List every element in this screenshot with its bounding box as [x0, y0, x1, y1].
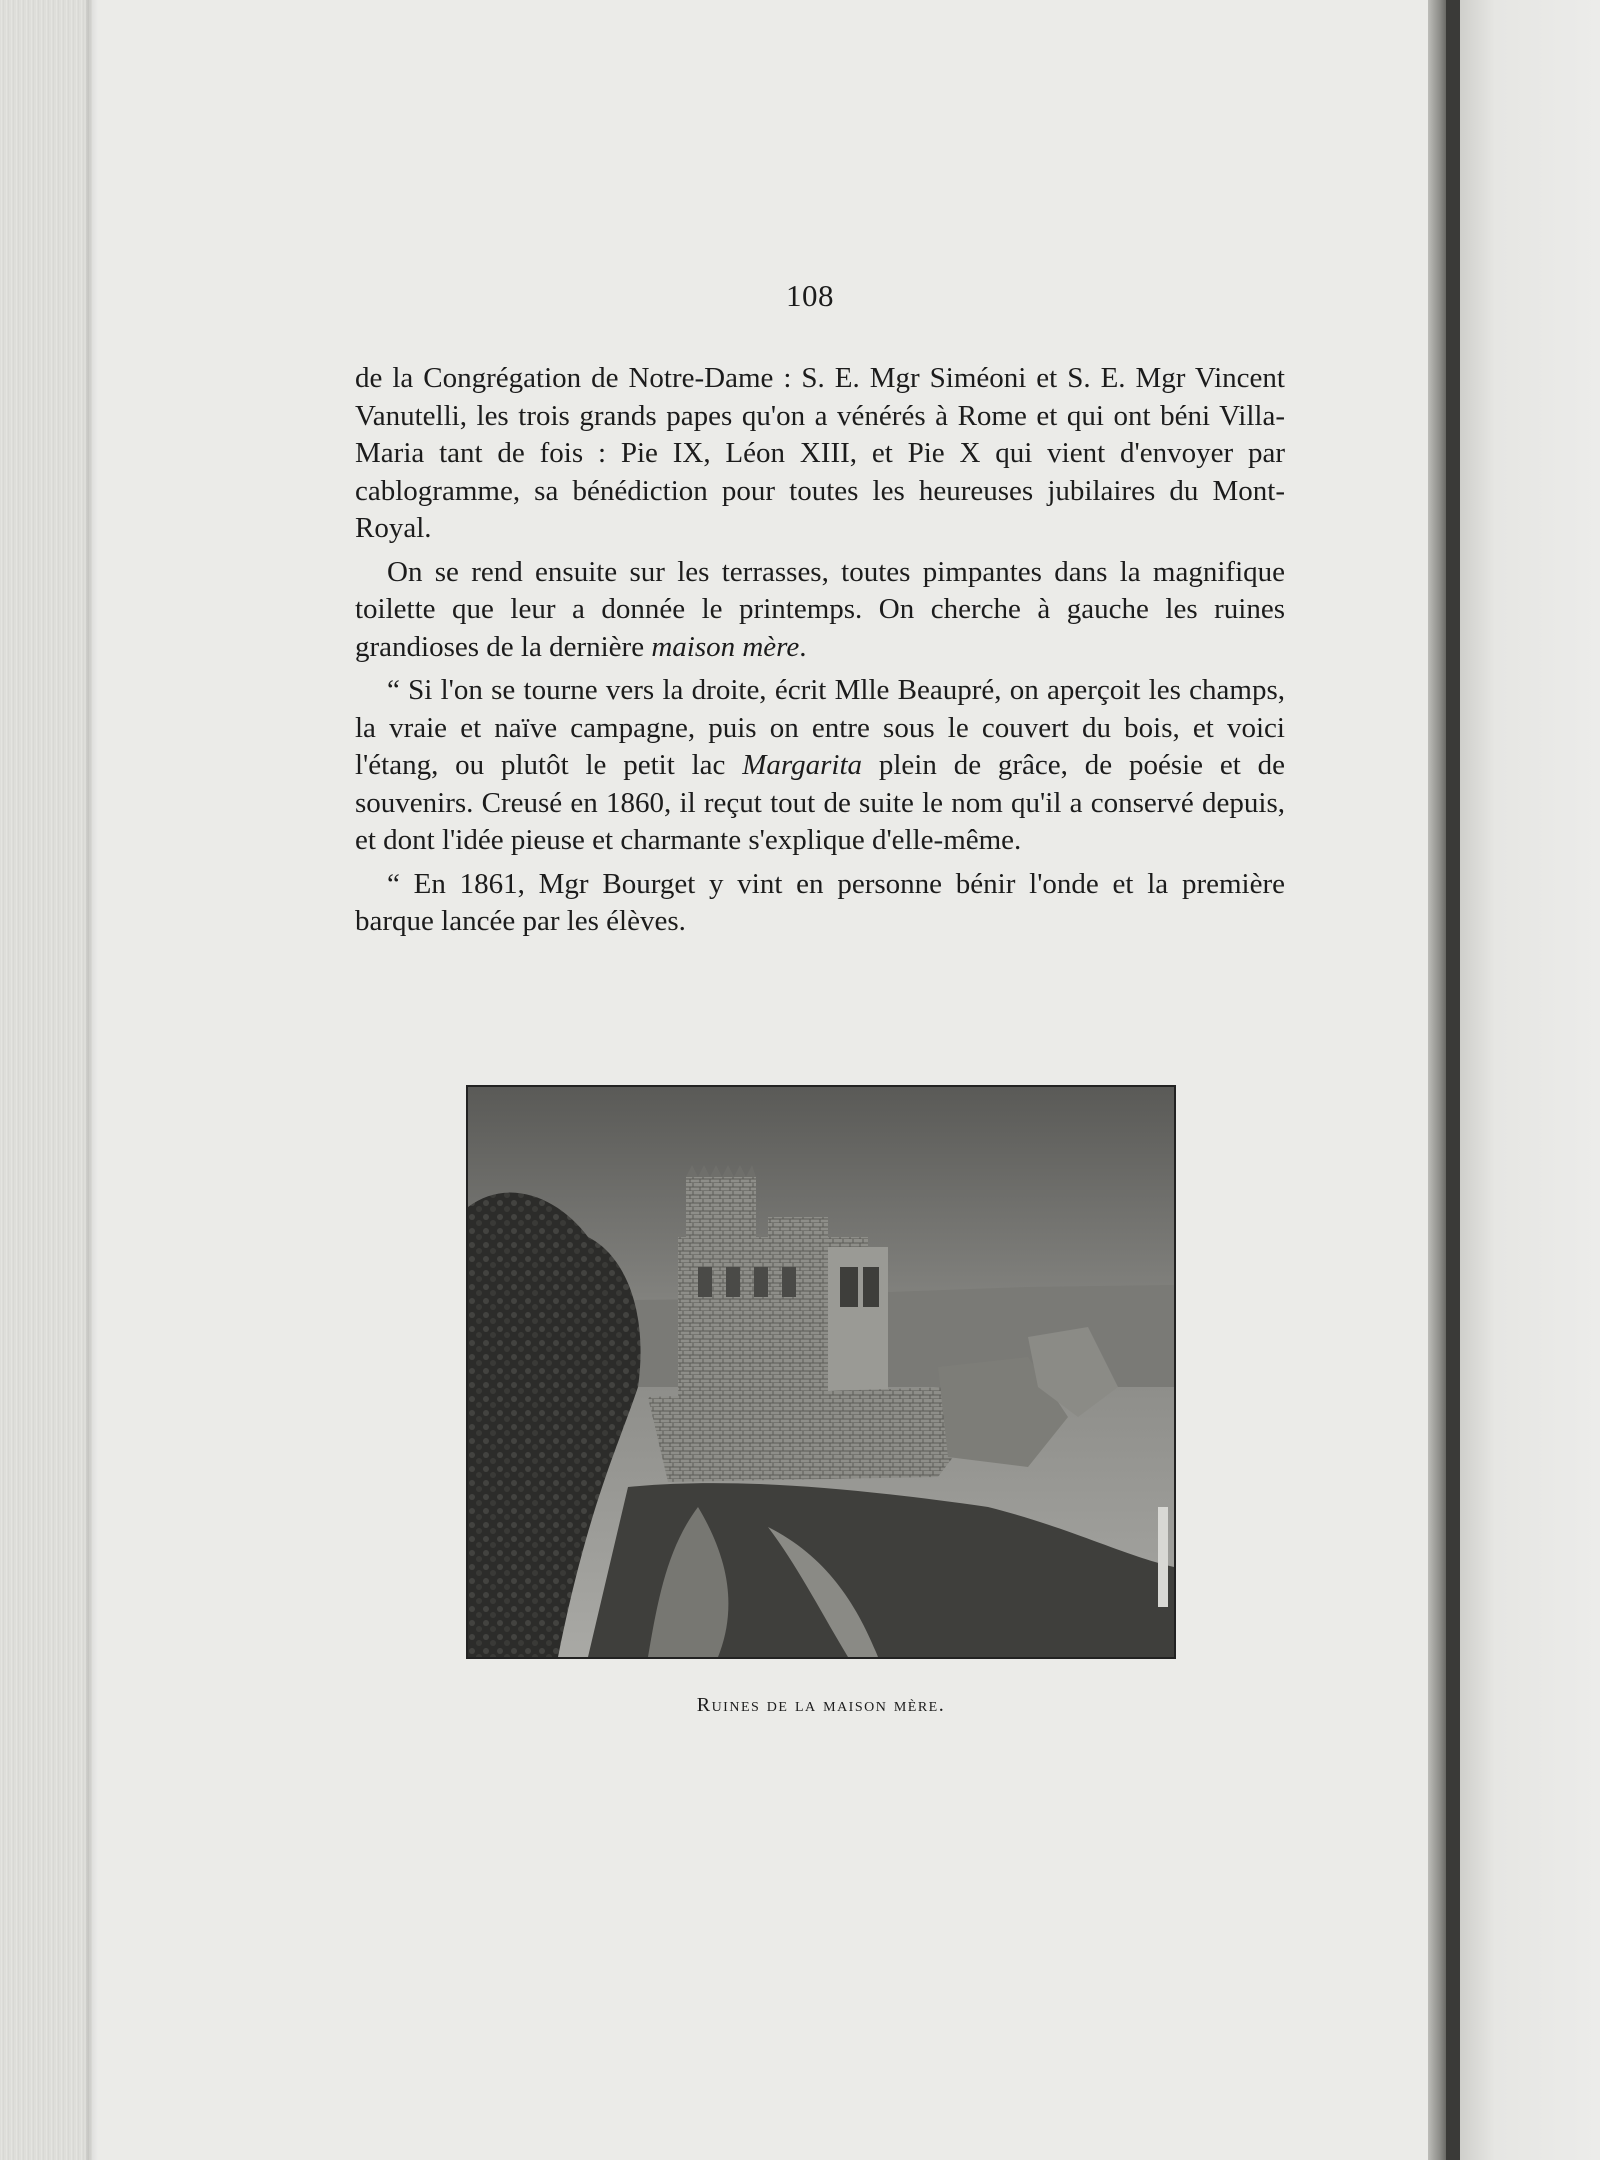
paragraph-text: “ Si l'on se tourne vers la droite, écrit Mlle Beaupré, on aperçoit les champs, la vraie et naïve campagne, puis on entre sous le couvert du bois, et voici l'étang, ou plutôt le petit lac: [355, 674, 1285, 781]
paragraph-text: plein de grâce, de poésie et de souvenirs. Creusé en 1860, il reçut tout de suite le nom qu'il a conservé depuis, et dont l'idée pieuse et charmante s'explique d'elle-même.: [355, 749, 1285, 856]
paragraph: [355, 866, 1285, 941]
paragraph-text: On se rend ensuite sur les terrasses, toutes pimpantes dans la magnifique toilette que leur a donnée le printemps. On cherche à gauche les ruines grandioses de la dernière: [355, 555, 1285, 663]
paragraph-text: “ En 1861, Mgr Bourget y vint en personne bénir l'onde et la première barque lancée par les élèves.: [355, 867, 1285, 937]
figure-caption: Ruines de la maison mère.: [696, 1694, 946, 1716]
italic-text: Margarita: [742, 749, 863, 781]
facing-page-edge: [1460, 0, 1600, 2160]
photograph-ruins: [466, 1085, 1176, 1659]
page-edge-shadow: [86, 0, 98, 2160]
paragraph-text: .: [799, 630, 807, 663]
page-edges: [0, 0, 92, 2160]
book-spine: [1446, 0, 1460, 2160]
paragraph-text: de la Congrégation de Notre-Dame : S. E. Mgr Siméoni et S. E. Mgr Vincent Vanutelli, les trois grands papes qu'on a vénérés à Rome et qui ont béni Villa-Maria tant de fois : Pie IX, Léon XIII, et Pie X qui vient d'envoyer par cablogramme, sa bénédiction pour toutes les heureuses jubilaires du Mont-Royal.: [355, 362, 1285, 544]
paragraph: [355, 554, 1285, 667]
italic-text: maison mère: [651, 630, 800, 663]
paragraph: [355, 360, 1285, 548]
ruins-photo-illustration: [468, 1087, 1174, 1657]
paragraph: [355, 672, 1285, 860]
page-number: 108: [786, 278, 834, 313]
body-text: [355, 360, 1285, 941]
book-gutter: [1428, 0, 1448, 2160]
